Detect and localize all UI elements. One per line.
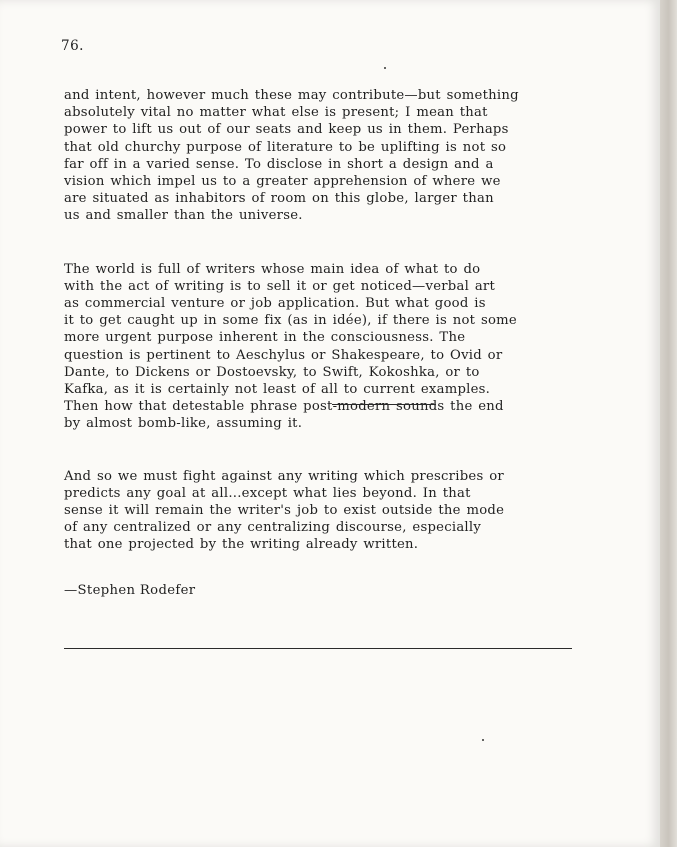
paragraph-2-line-5: more urgent purpose inherent in the consciousness. The: [64, 330, 466, 346]
paragraph-2-line-4: it to get caught up in some fix (as in idée), if there is not some: [64, 313, 517, 329]
article-body: [64, 87, 614, 554]
ink-speck: [384, 67, 386, 69]
paragraph-1: [64, 87, 614, 225]
paragraph-1-line-7: are situated as inhabitors of room on this globe, larger than: [64, 191, 494, 207]
paragraph-2-line-7: Dante, to Dickens or Dostoevsky, to Swift, Kokoshka, or to: [64, 364, 480, 380]
paragraph-2: [64, 261, 614, 433]
book-gutter: [660, 0, 677, 847]
author-signature: —Stephen Rodefer: [64, 583, 196, 598]
paragraph-1-line-6: vision which impel us to a greater apprehension of where we: [64, 174, 501, 190]
paragraph-3-line-2: predicts any goal at all...except what lies beyond. In that: [64, 485, 471, 501]
page-number: 76.: [61, 38, 84, 54]
ink-speck: [482, 739, 484, 741]
paragraph-2-line-6: question is pertinent to Aeschylus or Shakespeare, to Ovid or: [64, 347, 503, 363]
paragraph-2-line-1: The world is full of writers whose main idea of what to do: [64, 261, 481, 277]
paragraph-1-line-3: power to lift us out of our seats and keep us in them. Perhaps: [64, 122, 509, 138]
paragraph-2-line-3: as commercial venture or job application. But what good is: [64, 296, 486, 312]
paragraph-1-line-1: and intent, however much these may contribute—but something: [64, 88, 519, 103]
bottom-rule: [64, 648, 572, 649]
paragraph-3-line-1: And so we must fight against any writing which prescribes or: [64, 468, 504, 484]
paragraph-1-line-5: far off in a varied sense. To disclose in short a design and a: [64, 156, 494, 172]
paragraph-2-line-8: Kafka, as it is certainly not least of all to current examples.: [64, 382, 491, 398]
paragraph-3-line-3: sense it will remain the writer's job to exist outside the mode: [64, 503, 505, 519]
paragraph-2-line-10: by almost bomb-like, assuming it.: [64, 416, 303, 432]
paragraph-2-line-9: Then how that detestable phrase post-modern sounds the end: [64, 399, 504, 415]
paragraph-1-line-4: that old churchy purpose of literature to be uplifting is not so: [64, 139, 507, 155]
paragraph-1-line-2: absolutely vital no matter what else is present; I mean that: [64, 105, 488, 121]
paragraph-3: [64, 468, 614, 554]
inline-rule: [332, 404, 436, 405]
paragraph-3-line-4: of any centralized or any centralizing discourse, especially: [64, 520, 482, 536]
paragraph-3-line-5: that one projected by the writing already written.: [64, 537, 419, 553]
paragraph-1-line-8: us and smaller than the universe.: [64, 208, 303, 224]
paragraph-2-line-2: with the act of writing is to sell it or get noticed—verbal art: [64, 278, 496, 294]
